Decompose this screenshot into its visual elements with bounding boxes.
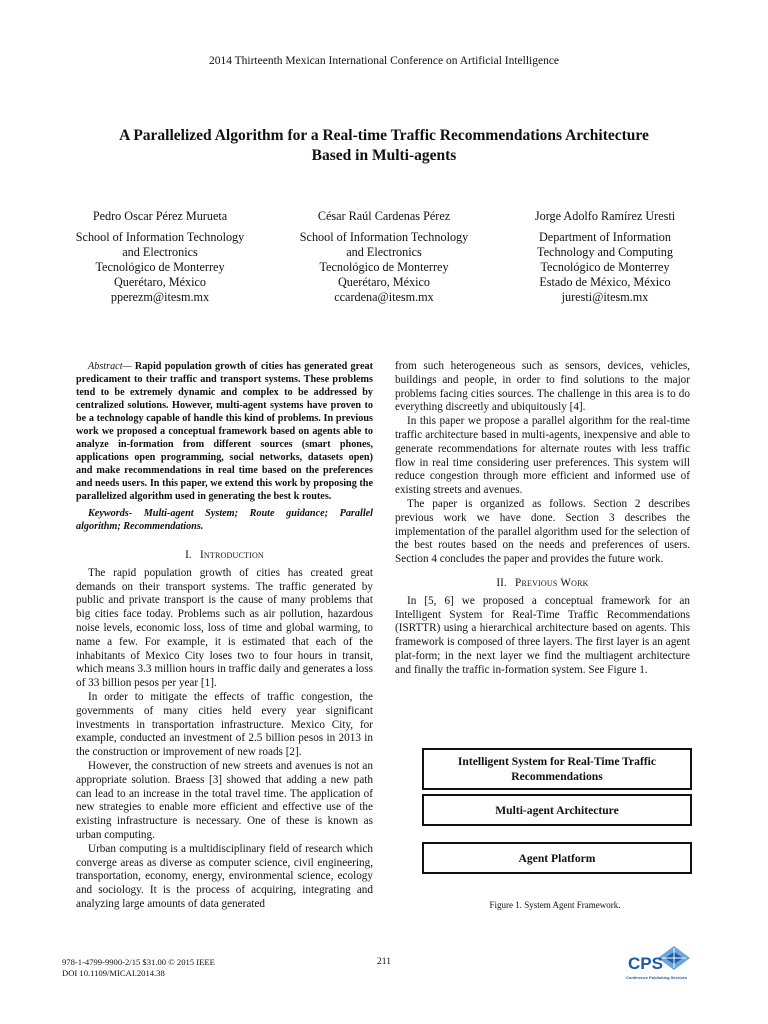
author-email: ccardena@itesm.mx [334,290,434,304]
figure-box-label: Agent Platform [518,851,596,865]
title-line-2: Based in Multi-agents [311,147,457,164]
keywords: Keywords- Multi-agent System; Route guidance; Parallel algorithm; Recommendations. [76,508,373,532]
author-affiliation: and Electronics [346,245,422,259]
section-title: Previous Work [515,576,589,589]
author-name: Jorge Adolfo Ramírez Uresti [534,209,676,223]
section-number: II. [496,576,507,589]
paper-title [60,126,708,166]
author-name: César Raúl Cardenas Pérez [317,209,451,223]
author-3 [494,209,716,305]
author-affiliation: Estado de México, México [539,275,671,289]
paragraph: Urban computing is a multidisciplinary field of research which converge areas as diverse as computer science, civil engineering, transportation, economy, energy, environmental science, ecology and sociology. It is the process of acquiring, integrating and analyzing large amounts of data generated [76,842,373,910]
page-number: 211 [377,957,391,967]
author-affiliation: Tecnológico de Monterrey [319,260,449,274]
cps-logo-text: CPS [628,954,663,973]
author-affiliation: Department of Information [539,230,671,244]
author-name: Pedro Oscar Pérez Murueta [92,209,228,223]
cps-logo-subtext: Conference Publishing Services [626,975,688,980]
author-1 [50,209,270,305]
doi-line: DOI 10.1109/MICAI.2014.38 [62,968,165,978]
right-column [395,360,690,678]
figure-box-agent-platform [422,842,692,874]
conference-header: 2014 Thirteenth Mexican International Conference on Artificial Intelligence [208,55,560,67]
author-email: juresti@itesm.mx [561,290,649,304]
abstract [76,360,373,503]
paragraph: In [5, 6] we proposed a conceptual framework for an Intelligent System for Real-Time Traffic Recommendations (ISRTTR) using a hierarchical architecture based on agents. This framework is composed of three layers. The first layer is an agent plat-form; in the next layer we find the multiagent architecture and finally the traffic in-formation system. See Figure 1. [395,594,690,676]
footer-ids [62,957,215,979]
author-email: pperezm@itesm.mx [110,290,210,304]
author-affiliation: School of Information Technology [299,230,469,244]
abstract-text: Rapid population growth of cities has generated great predicament to their traffic and transport systems. These problems tend to be extremely dynamic and complex to be addressed by centralized solutions. However, multi-agent systems have proven to be a technology capable of handle this kind of problems. In previous work we proposed a conceptual framework based on agents able to analyze in-formation from different sources (smart phones, applications open programming, social networks, datasets open) and make recommendations in real time based on the preferences and needs users. In this paper, we extend this work by proposing the parallelized algorithm used in generating the best k routes. [76,361,373,502]
paragraph: In order to mitigate the effects of traffic congestion, the governments of many cities held every year significant investments in transportation infrastructure. Mexico City, for example, conducted an investment of 2.5 billion pesos in 2013 in the construction or improvement of new roads [2]. [76,690,373,759]
author-affiliation: and Electronics [122,245,198,259]
section-heading-introduction [76,549,373,563]
author-affiliation: Tecnológico de Monterrey [540,260,670,274]
author-2 [274,209,494,305]
left-column [76,360,373,912]
paragraph: The rapid population growth of cities has created great demands on their transport systems. The traffic generated by public and private transport is the cause of many problems that big cities face today. Problems such as air pollution, hazardous noise levels, economic loss, loss of time and global warming, to name a few. For example, it is estimated that each of the inhabitants of Mexico City loses two to four hours in transit, which means 3.3 million hours in traffic daily and generates a loss of 33 billion pesos per year [1]. [76,566,373,690]
author-affiliation: Tecnológico de Monterrey [95,260,225,274]
section-heading-previous-work [395,577,690,591]
cps-logo [626,944,696,986]
figure-box-label: Intelligent System for Real-Time Traffic Recommendations [457,755,657,783]
section-title: Introduction [200,549,264,561]
author-affiliation: Querétaro, México [337,275,431,289]
author-affiliation: Technology and Computing [537,245,673,259]
figure-box-system [422,748,692,790]
title-line-1: A Parallelized Algorithm for a Real-time Traffic Recommendations Architecture [119,127,649,144]
isbn-line: 978-1-4799-9900-2/15 $31.00 © 2015 IEEE [62,957,215,967]
paragraph: The paper is organized as follows. Section 2 describes previous work we have done. Section 3 describes the implementation of the parallel algorithm used for the selection of the best routes based on the needs and preferences of users. Section 4 concludes the paper and provides the future work. [395,497,690,566]
figure-caption: Figure 1. System Agent Framework. [489,900,621,910]
figure-box-multiagent [422,794,692,826]
paragraph: from such heterogeneous such as sensors, devices, vehicles, buildings and people, in order to find solutions to the major problems facing cities sources. The challenge in this area is to do everything discreetly and ubiquitously [4]. [395,360,690,414]
author-affiliation: School of Information Technology [75,230,245,244]
section-number: I. [185,549,192,561]
author-affiliation: Querétaro, México [113,275,207,289]
paragraph: However, the construction of new streets and avenues is not an appropriate solution. Braess [3] showed that adding a new path can lead to an increase in the total travel time. The application of new strategies to enable more efficient and effective use of the existing infrastructure is necessary. One of these is known as urban computing. [76,759,373,841]
abstract-label: Abstract— [88,361,132,372]
figure-box-label: Multi-agent Architecture [495,803,619,817]
paragraph: In this paper we propose a parallel algorithm for the real-time traffic architecture based in multi-agents, inexpensive and able to generate recommendations for alternate routes with less traffic flow in real time considering user preferences. This system will reduce congestion through more efficient and informed use of existing streets and avenues. [395,415,690,497]
